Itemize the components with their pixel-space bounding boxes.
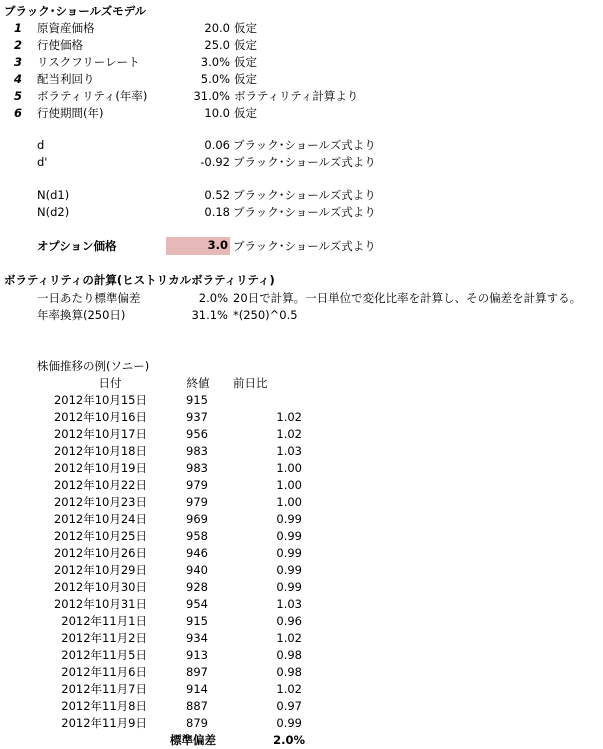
volatility-note: *(250)^0.5 xyxy=(233,308,298,322)
calc-note: ブラック･ショールズ式より xyxy=(233,188,376,202)
param-label: 配当利回り xyxy=(37,72,95,86)
param-number: 1 xyxy=(14,21,23,35)
calc-label: d' xyxy=(37,155,48,169)
param-label: 原資産価格 xyxy=(37,21,95,35)
stock-row-date[interactable]: 2012年11月9日 xyxy=(61,716,147,730)
param-value[interactable]: 25.0 xyxy=(204,38,230,52)
stock-row-date[interactable]: 2012年11月7日 xyxy=(61,682,147,696)
param-value[interactable]: 31.0% xyxy=(193,89,230,103)
stock-row-change[interactable]: 1.03 xyxy=(276,597,302,611)
stock-row-close[interactable]: 983 xyxy=(186,461,208,475)
stock-row-close[interactable]: 928 xyxy=(186,580,208,594)
stock-row-change[interactable]: 1.02 xyxy=(276,410,302,424)
calc-note: ブラック･ショールズ式より xyxy=(233,155,376,169)
stock-row-change[interactable]: 0.99 xyxy=(276,563,302,577)
param-value[interactable]: 5.0% xyxy=(200,72,230,86)
param-value[interactable]: 3.0% xyxy=(200,55,230,69)
sheet-title: ブラック･ショールズモデル xyxy=(4,4,147,18)
param-value[interactable]: 10.0 xyxy=(204,106,230,120)
stock-row-change[interactable]: 1.00 xyxy=(276,461,302,475)
calc-value[interactable]: 0.06 xyxy=(204,138,230,152)
stock-row-close[interactable]: 946 xyxy=(186,546,208,560)
volatility-value[interactable]: 2.0% xyxy=(198,291,228,305)
stock-row-date[interactable]: 2012年10月29日 xyxy=(53,563,147,577)
stock-row-change[interactable]: 1.02 xyxy=(276,682,302,696)
stock-row-close[interactable]: 937 xyxy=(186,410,208,424)
stock-row-change[interactable]: 0.99 xyxy=(276,580,302,594)
stock-row-change[interactable]: 0.98 xyxy=(276,648,302,662)
stock-row-date[interactable]: 2012年10月19日 xyxy=(53,461,147,475)
calc-value[interactable]: -0.92 xyxy=(200,155,230,169)
stock-row-close[interactable]: 914 xyxy=(186,682,208,696)
param-label: ボラティリティ(年率) xyxy=(37,89,148,103)
stock-row-date[interactable]: 2012年11月5日 xyxy=(61,648,147,662)
stock-row-close[interactable]: 979 xyxy=(186,495,208,509)
param-label: 行使期間(年) xyxy=(37,106,104,120)
calc-label: d xyxy=(37,138,45,152)
stock-row-change[interactable]: 1.02 xyxy=(276,631,302,645)
stock-row-change[interactable]: 0.99 xyxy=(276,512,302,526)
param-label: 行使価格 xyxy=(37,38,83,52)
stock-row-date[interactable]: 2012年11月1日 xyxy=(61,614,147,628)
param-note: 仮定 xyxy=(234,55,257,69)
stock-row-close[interactable]: 915 xyxy=(186,393,208,407)
calc-label: N(d1) xyxy=(37,188,70,202)
stock-row-change[interactable]: 0.96 xyxy=(276,614,302,628)
stock-row-close[interactable]: 983 xyxy=(186,444,208,458)
stock-row-close[interactable]: 940 xyxy=(186,563,208,577)
stock-row-date[interactable]: 2012年11月6日 xyxy=(61,665,147,679)
stock-row-change[interactable]: 1.03 xyxy=(276,444,302,458)
stock-row-close[interactable]: 887 xyxy=(186,699,208,713)
param-number: 5 xyxy=(14,89,23,103)
param-number: 3 xyxy=(14,55,23,69)
stock-row-change[interactable]: 0.99 xyxy=(276,716,302,730)
stock-row-date[interactable]: 2012年10月26日 xyxy=(53,546,147,560)
stock-row-close[interactable]: 954 xyxy=(186,597,208,611)
volatility-label: 一日あたり標準偏差 xyxy=(37,291,141,305)
stock-row-date[interactable]: 2012年10月17日 xyxy=(53,427,147,441)
param-note: 仮定 xyxy=(234,72,257,86)
option-price-note: ブラック･ショールズ式より xyxy=(233,239,376,253)
param-note: 仮定 xyxy=(234,106,257,120)
stock-row-date[interactable]: 2012年11月2日 xyxy=(61,631,147,645)
volatility-value[interactable]: 31.1% xyxy=(191,308,228,322)
stock-row-change[interactable]: 0.97 xyxy=(276,699,302,713)
calc-label: N(d2) xyxy=(37,205,70,219)
stock-row-date[interactable]: 2012年10月25日 xyxy=(53,529,147,543)
volatility-note: 20日で計算。一日単位で変化比率を計算し、その偏差を計算する。 xyxy=(233,291,582,305)
param-number: 2 xyxy=(14,38,23,52)
stock-row-date[interactable]: 2012年10月24日 xyxy=(53,512,147,526)
stock-row-change[interactable]: 1.00 xyxy=(276,495,302,509)
calc-note: ブラック･ショールズ式より xyxy=(233,205,376,219)
stock-header-close: 終値 xyxy=(186,376,210,390)
option-price-value[interactable]: 3.0 xyxy=(166,237,230,255)
stock-table-title: 株価推移の例(ソニー) xyxy=(37,359,150,373)
stock-row-close[interactable]: 958 xyxy=(186,529,208,543)
stock-header-date: 日付 xyxy=(98,376,122,390)
stock-footer-value[interactable]: 2.0% xyxy=(273,733,305,747)
stock-row-change[interactable]: 0.99 xyxy=(276,529,302,543)
calc-value[interactable]: 0.52 xyxy=(204,188,230,202)
param-note: ボラティリティ計算より xyxy=(234,89,359,103)
param-label: リスクフリーレート xyxy=(37,55,140,69)
stock-row-close[interactable]: 915 xyxy=(186,614,208,628)
volatility-section-title: ボラティリティの計算(ヒストリカルボラティリティ) xyxy=(4,273,275,287)
stock-row-close[interactable]: 913 xyxy=(186,648,208,662)
param-note: 仮定 xyxy=(234,38,257,52)
param-value[interactable]: 20.0 xyxy=(204,21,230,35)
volatility-label: 年率換算(250日) xyxy=(37,308,126,322)
param-number: 4 xyxy=(14,72,23,86)
stock-row-date[interactable]: 2012年10月23日 xyxy=(53,495,147,509)
stock-row-change[interactable]: 0.99 xyxy=(276,546,302,560)
stock-row-date[interactable]: 2012年10月30日 xyxy=(53,580,147,594)
stock-row-close[interactable]: 934 xyxy=(186,631,208,645)
stock-row-date[interactable]: 2012年10月22日 xyxy=(53,478,147,492)
stock-row-close[interactable]: 979 xyxy=(186,478,208,492)
stock-row-close[interactable]: 879 xyxy=(186,716,208,730)
stock-row-date[interactable]: 2012年10月31日 xyxy=(53,597,147,611)
stock-row-change[interactable]: 1.00 xyxy=(276,478,302,492)
calc-note: ブラック･ショールズ式より xyxy=(233,138,376,152)
stock-row-date[interactable]: 2012年10月18日 xyxy=(53,444,147,458)
stock-row-close[interactable]: 897 xyxy=(186,665,208,679)
param-number: 6 xyxy=(14,106,23,120)
stock-row-close[interactable]: 956 xyxy=(186,427,208,441)
stock-row-date[interactable]: 2012年10月16日 xyxy=(53,410,147,424)
stock-row-date[interactable]: 2012年10月15日 xyxy=(53,393,147,407)
stock-header-change: 前日比 xyxy=(233,376,268,390)
stock-row-change[interactable]: 0.98 xyxy=(276,665,302,679)
stock-row-date[interactable]: 2012年11月8日 xyxy=(61,699,147,713)
option-price-label: オプション価格 xyxy=(37,239,117,253)
stock-footer-label: 標準偏差 xyxy=(170,733,216,747)
stock-row-close[interactable]: 969 xyxy=(186,512,208,526)
param-note: 仮定 xyxy=(234,21,257,35)
stock-row-change[interactable]: 1.02 xyxy=(276,427,302,441)
calc-value[interactable]: 0.18 xyxy=(204,205,230,219)
